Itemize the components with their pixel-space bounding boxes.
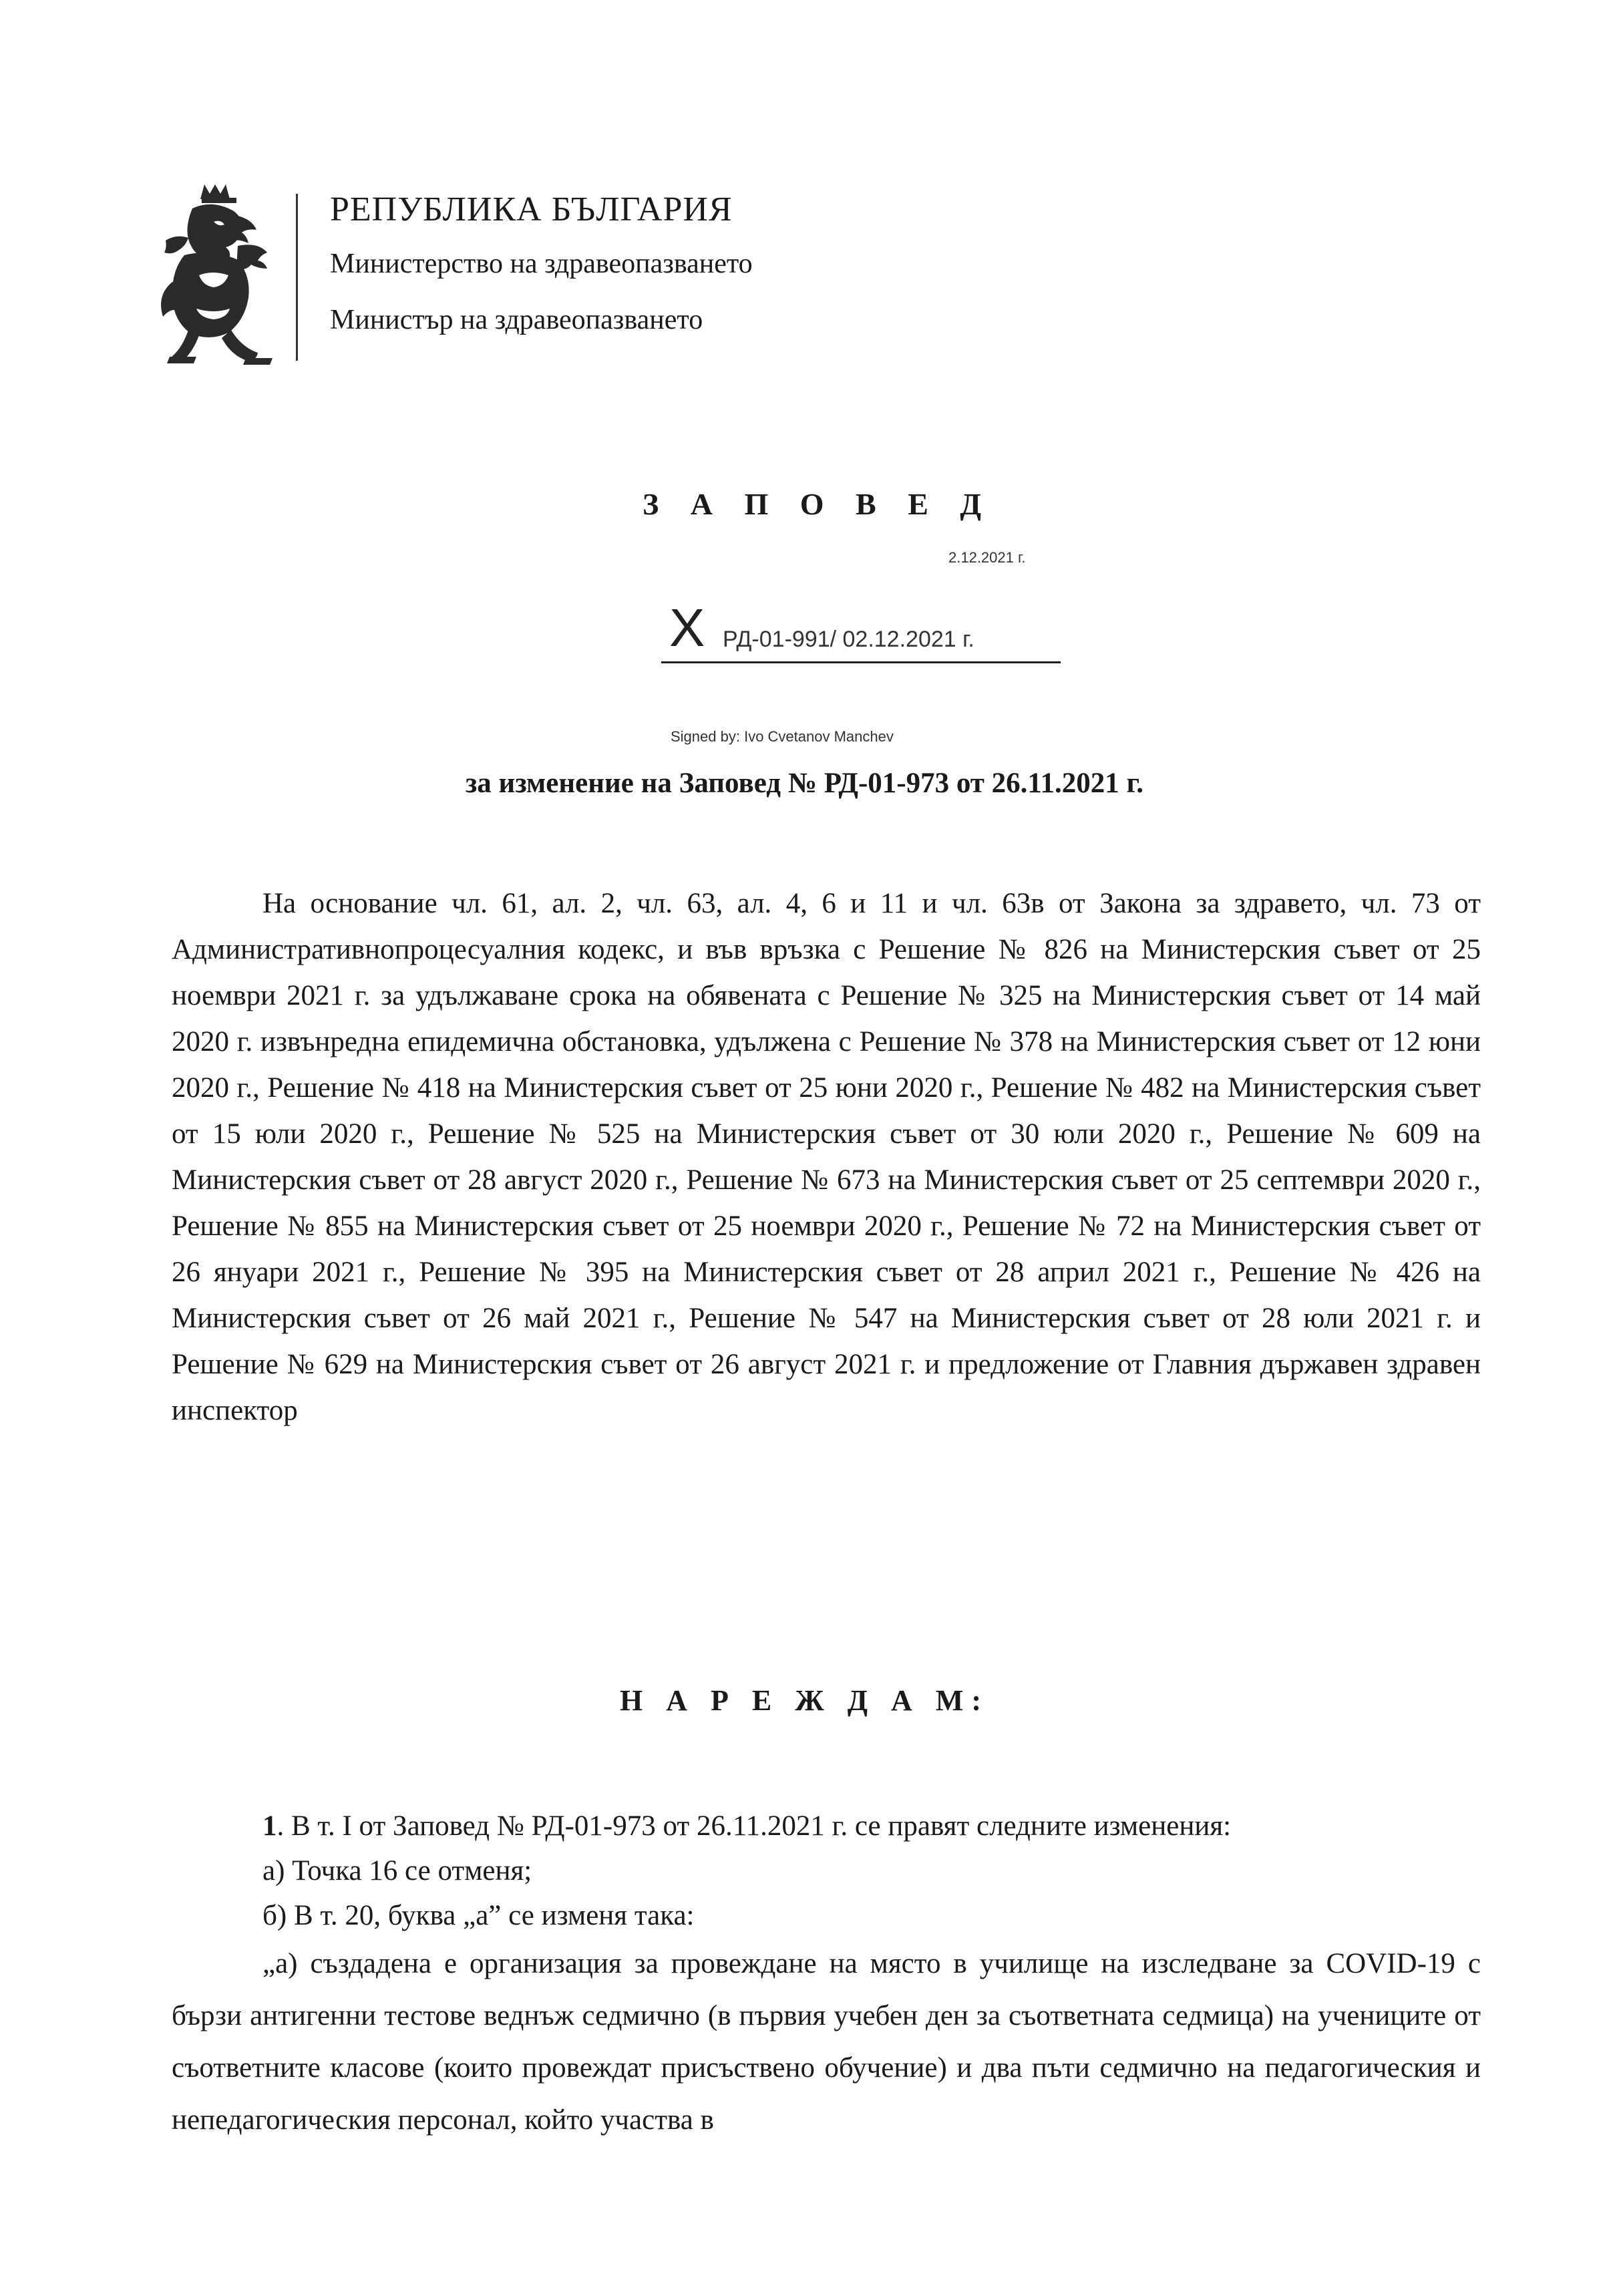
order-title: З А П О В Е Д — [642, 487, 994, 521]
digital-signature-block — [661, 598, 1062, 665]
order-subject: за изменение на Заповед № РД-01-973 от 26.11.2021 г. — [466, 768, 1143, 799]
minister-title: Министър на здравеопазването — [330, 305, 703, 335]
coat-of-arms-icon — [152, 182, 286, 375]
item-1-number: 1 — [262, 1810, 277, 1842]
item-1-text: . В т. I от Заповед № РД-01-973 от 26.11.2021 г. се правят следните изменения: — [277, 1810, 1232, 1842]
signed-by-label: Signed by: Ivo Cvetanov Manchev — [671, 728, 894, 745]
order-number: РД-01-991/ 02.12.2021 г. — [723, 627, 974, 652]
item-1 — [172, 1804, 1481, 1848]
signature-line — [661, 661, 1061, 663]
signature-mark: X — [669, 598, 705, 657]
order-items — [172, 1804, 1481, 2146]
preamble-paragraph: На основание чл. 61, ал. 2, чл. 63, ал. 4, 6 и 11 и чл. 63в от Закона за здравето, чл. 73 от Административнопроцесуалния кодекс, и във връзка с Решение № 826 на Министерския съвет от 25 ноември 2021 г. за удължаване срока на обявената с Решение № 325 на Министерския съвет от 14 май 2020 г. извънредна епидемична обстановка, удължена с Решение № 378 на Министерския съвет от 12 юни 2020 г., Решение № 418 на Министерския съвет от 25 юни 2020 г., Решение № 482 на Министерския съвет от 15 юли 2020 г., Решение № 525 на Министерския съвет от 30 юли 2020 г., Решение № 609 на Министерския съвет от 28 август 2020 г., Решение № 673 на Министерския съвет от 25 септември 2020 г., Решение № 855 на Министерския съвет от 25 ноември 2020 г., Решение № 72 на Министерския съвет от 26 януари 2021 г., Решение № 395 на Министерския съвет от 28 април 2021 г., Решение № 426 на Министерския съвет от 26 май 2021 г., Решение № 547 на Министерския съвет от 28 юли 2021 г. и Решение № 629 на Министерския съвет от 26 август 2021 г. и предложение от Главния държавен здравен инспектор — [172, 888, 1481, 1426]
item-b: б) В т. 20, буква „а” се изменя така: — [262, 1900, 695, 1931]
decree-heading: Н А Р Е Ж Д А М: — [620, 1684, 989, 1717]
header-divider — [296, 194, 298, 361]
letterhead — [330, 190, 753, 336]
republic-name: РЕПУБЛИКА БЪЛГАРИЯ — [330, 190, 733, 228]
amendment-text: „а) създадена е организация за провеждане на място в училище на изследване за COVID-19 с бързи антигенни тестове веднъж седмично (в първия учебен ден за съответната седмица) на учениците от съответните класове (които провеждат присъствено обучение) и два пъти седмично на педагогическия и непедагогическия персонал, който участва в — [172, 1948, 1481, 2136]
ministry-name: Министерство на здравеопазването — [330, 249, 753, 279]
signature-date: 2.12.2021 г. — [948, 549, 1026, 566]
item-a: а) Точка 16 се отменя; — [262, 1855, 532, 1887]
